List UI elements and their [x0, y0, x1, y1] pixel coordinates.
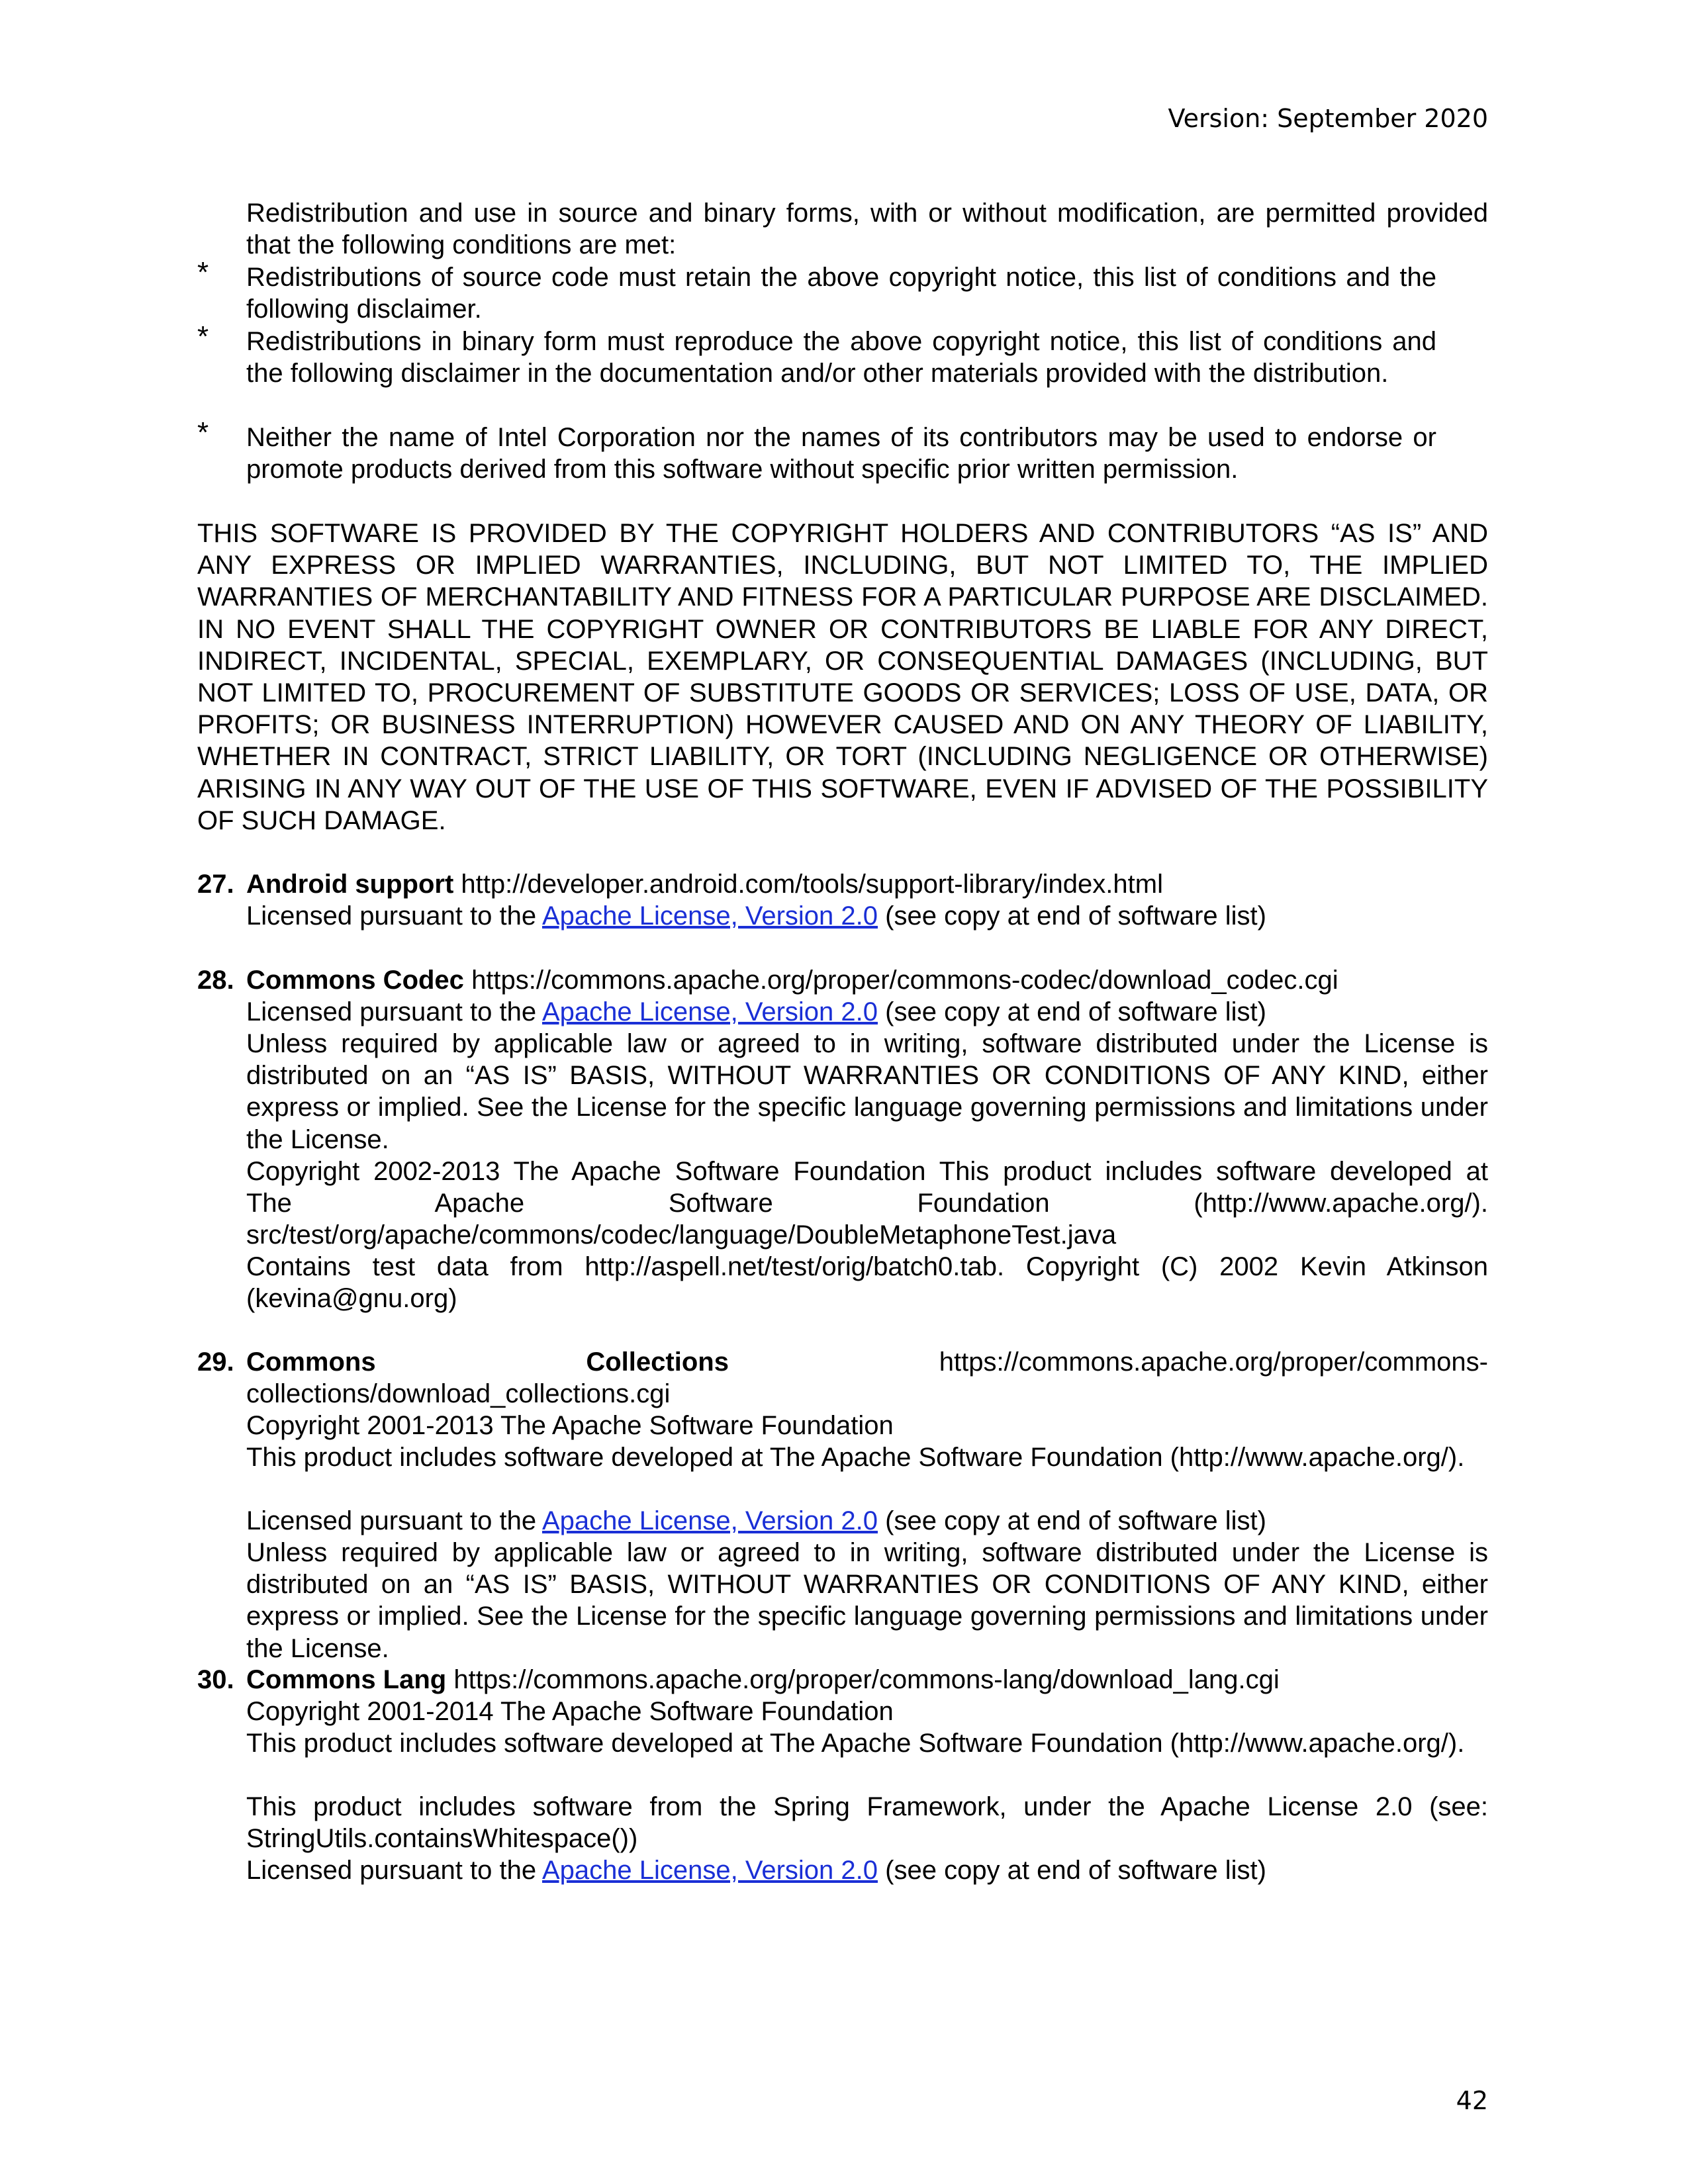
test-data-notice: Contains test data from http://aspell.net/test/orig/batch0.tab. Copyright (C) 2002 Kevin Atkinson (kevina@gnu.org): [246, 1252, 1488, 1314]
condition-bullet-3: Neither the name of Intel Corporation nor the names of its contributors may be used to endorse or promote products derived from this software without specific prior written permission.: [246, 423, 1436, 484]
item-30-title: [246, 1664, 1488, 1696]
item-number: 30.: [197, 1665, 234, 1694]
license-suffix: (see copy at end of software list): [885, 1506, 1266, 1535]
license-prefix: Licensed pursuant to the: [246, 997, 537, 1026]
warranty-disclaimer: THIS SOFTWARE IS PROVIDED BY THE COPYRIGHT HOLDERS AND CONTRIBUTORS “AS IS” AND ANY EXPRESS OR IMPLIED WARRANTIES, INCLUDING, BUT NOT LIMITED TO, THE IMPLIED WARRANTIES OF MERCHANTABILITY AND FITNESS FOR A PARTICULAR PURPOSE ARE DISCLAIMED. IN NO EVENT SHALL THE COPYRIGHT OWNER OR CONTRIBUTORS BE LIABLE FOR ANY DIRECT, INDIRECT, INCIDENTAL, SPECIAL, EXEMPLARY, OR CONSEQUENTIAL DAMAGES (INCLUDING, BUT NOT LIMITED TO, PROCUREMENT OF SUBSTITUTE GOODS OR SERVICES; LOSS OF USE, DATA, OR PROFITS; OR BUSINESS INTERRUPTION) HOWEVER CAUSED AND ON ANY THEORY OF LIABILITY, WHETHER IN CONTRACT, STRICT LIABILITY, OR TORT (INCLUDING NEGLIGENCE OR OTHERWISE) ARISING IN ANY WAY OUT OF THE USE OF THIS SOFTWARE, EVEN IF ADVISED OF THE POSSIBILITY OF SUCH DAMAGE.: [197, 519, 1488, 835]
license-suffix: (see copy at end of software list): [885, 1856, 1266, 1885]
item-number: 28.: [197, 966, 234, 995]
condition-bullet-2: Redistributions in binary form must reproduce the above copyright notice, this list of conditions and the following disclaimer in the documentation and/or other materials provided with the distribution.: [246, 327, 1436, 388]
version-header: Version: September 2020: [1168, 104, 1488, 133]
as-is-notice: Unless required by applicable law or agreed to in writing, software distributed under the License is distributed on an “AS IS” BASIS, WITHOUT WARRANTIES OR CONDITIONS OF ANY KIND, either express or implied. See the License for the specific language governing permissions and limitations under the License.: [246, 1538, 1488, 1663]
bullet-marker: *: [197, 416, 209, 449]
component-name: Commons Codec: [246, 966, 464, 995]
component-name: Android support: [246, 870, 454, 899]
product-notice: This product includes software developed at The Apache Software Foundation (http://www.apache.org/).: [246, 1443, 1465, 1472]
bullet-marker: *: [197, 256, 209, 289]
item-number: 27.: [197, 870, 234, 899]
license-suffix: (see copy at end of software list): [885, 901, 1266, 931]
item-27-title: [246, 868, 1488, 900]
as-is-notice: Unless required by applicable law or agreed to in writing, software distributed under the License is distributed on an “AS IS” BASIS, WITHOUT WARRANTIES OR CONDITIONS OF ANY KIND, either express or implied. See the License for the specific language governing permissions and limitations under the License.: [246, 1029, 1488, 1154]
condition-bullet-1: Redistributions of source code must retain the above copyright notice, this list of conditions and the following disclaimer.: [246, 263, 1436, 324]
component-url-continued: collections/download_collections.cgi: [246, 1379, 671, 1408]
bullet-marker: *: [197, 320, 209, 353]
component-url: https://commons.apache.org/proper/commons-lang/download_lang.cgi: [453, 1665, 1280, 1694]
license-prefix: Licensed pursuant to the: [246, 901, 537, 931]
component-url: https://commons.apache.org/proper/commons-codec/download_codec.cgi: [471, 966, 1338, 995]
item-30-license: [246, 1854, 1488, 1886]
component-name: Commons Collections: [246, 1347, 729, 1377]
item-27-license: [246, 900, 1488, 932]
test-file-path: src/test/org/apache/commons/codec/language/DoubleMetaphoneTest.java: [246, 1220, 1117, 1250]
copyright-line: Copyright 2001-2013 The Apache Software Foundation: [246, 1411, 894, 1440]
license-suffix: (see copy at end of software list): [885, 997, 1266, 1026]
component-url: https://commons.apache.org/proper/commons-: [939, 1347, 1488, 1377]
component-url: http://developer.android.com/tools/support-library/index.html: [461, 870, 1163, 899]
item-29-license: [246, 1505, 1488, 1537]
item-28-license: [246, 996, 1488, 1028]
component-name: Commons Lang: [246, 1665, 447, 1694]
apache-license-link[interactable]: Apache License, Version 2.0: [542, 901, 878, 931]
copyright-line: The Apache Software Foundation (http://www.apache.org/).: [246, 1189, 1488, 1218]
apache-license-link[interactable]: Apache License, Version 2.0: [542, 1506, 878, 1535]
item-number: 29.: [197, 1347, 234, 1377]
copyright-line: Copyright 2001-2014 The Apache Software Foundation: [246, 1697, 894, 1726]
page-number: 42: [1456, 2086, 1488, 2115]
product-notice: This product includes software developed at The Apache Software Foundation (http://www.apache.org/).: [246, 1729, 1465, 1758]
apache-license-link[interactable]: Apache License, Version 2.0: [542, 1856, 878, 1885]
item-29-title: [246, 1346, 1488, 1378]
spring-notice: This product includes software from the Spring Framework, under the Apache License 2.0 (see: StringUtils.containsWhitespace()): [246, 1792, 1488, 1854]
redistribution-paragraph: Redistribution and use in source and binary forms, with or without modification, are permitted provided that the following conditions are met:: [246, 199, 1488, 260]
apache-license-link[interactable]: Apache License, Version 2.0: [542, 997, 878, 1026]
license-prefix: Licensed pursuant to the: [246, 1506, 537, 1535]
license-prefix: Licensed pursuant to the: [246, 1856, 537, 1885]
item-28-title: [246, 964, 1488, 996]
copyright-line: Copyright 2002-2013 The Apache Software Foundation This product includes software developed at: [246, 1157, 1488, 1186]
